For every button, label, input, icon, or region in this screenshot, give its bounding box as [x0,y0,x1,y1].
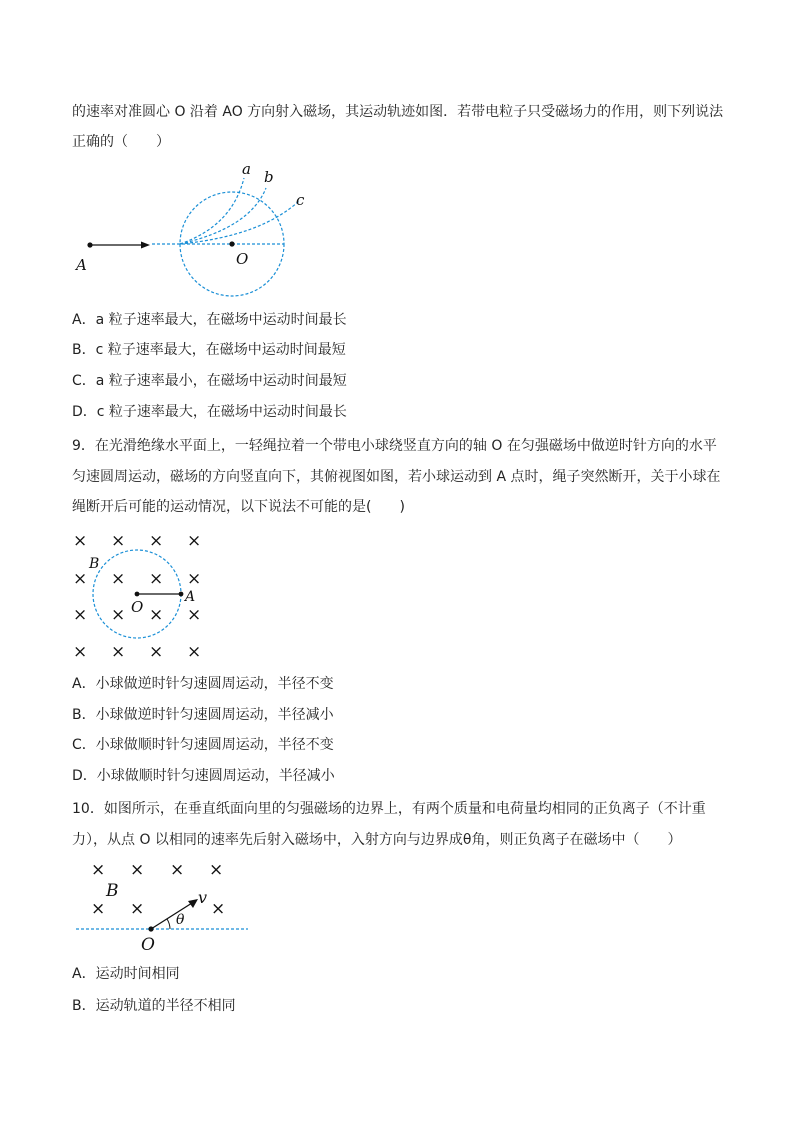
q9-cross: × [149,642,164,662]
q10-cross: × [130,899,145,919]
q9-stem-line-3: 绳断开后可能的运动情况，以下说法不可能的是( ) [72,499,405,515]
q9-cross: × [73,531,88,551]
q9-label-O: O [131,598,144,616]
q10-stem-line-1: 10．如图所示，在垂直纸面向里的匀强磁场的边界上，有两个质量和电荷量均相同的正负离子（不计重 [72,801,706,817]
q9-stem-line-2: 匀速圆周运动，磁场的方向竖直向下，其俯视图如图，若小球运动到 A 点时，绳子突然断开，关于小球在 [72,469,721,485]
q8-label-c: c [296,191,305,209]
q10-label-theta: θ [176,912,185,928]
q10-cross: × [209,860,224,880]
q9-cross: × [187,605,202,625]
q8-option-c: C．a 粒子速率最小，在磁场中运动时间最短 [72,373,347,389]
q8-label-A: A [76,256,87,274]
q9-cross: × [187,642,202,662]
q10-cross: × [170,860,185,880]
q10-cross: × [130,860,145,880]
q8-label-a: a [242,160,251,178]
q9-cross: × [149,531,164,551]
q10-label-v: v [198,888,208,907]
q10-cross: × [91,860,106,880]
q9-cross: × [111,531,126,551]
q8-label-O: O [236,250,249,268]
q8-option-b: B．c 粒子速率最大，在磁场中运动时间最短 [72,342,346,358]
q8-option-d: D．c 粒子速率最大，在磁场中运动时间最长 [72,404,347,420]
q10-velocity-arrow [151,903,192,929]
q9-option-b: B．小球做逆时针匀速圆周运动，半径减小 [72,707,334,723]
q9-cross: × [149,605,164,625]
q10-theta-arc [167,919,170,929]
q9-option-c: C．小球做顺时针匀速圆周运动，半径不变 [72,737,334,753]
q9-option-d: D．小球做顺时针匀速圆周运动，半径减小 [72,768,335,784]
q10-label-B: B [106,881,119,901]
q10-arrow-head [188,899,198,908]
q9-cross: × [111,569,126,589]
q10-cross: × [91,899,106,919]
q9-cross: × [111,605,126,625]
q9-label-B: B [89,556,100,572]
q9-cross: × [187,569,202,589]
q10-label-O: O [141,935,155,955]
q9-cross: × [73,569,88,589]
q10-option-a: A．运动时间相同 [72,966,180,982]
q8-option-a: A．a 粒子速率最大，在磁场中运动时间最长 [72,312,347,328]
q9-cross: × [73,605,88,625]
q8-label-b: b [264,168,274,186]
q10-option-b: B．运动轨道的半径不相同 [72,998,236,1014]
q9-stem-line-1: 9．在光滑绝缘水平面上，一轻绳拉着一个带电小球绕竖直方向的轴 O 在匀强磁场中做逆时针方向的水平 [72,438,717,454]
q10-stem-line-2: 力），从点 O 以相同的速率先后射入磁场中，入射方向与边界成θ角，则正负离子在磁场中（ ） [72,832,682,848]
q10-point-O [148,926,153,931]
q9-cross: × [149,569,164,589]
q8-stem-line-1: 的速率对准圆心 O 沿着 AO 方向射入磁场，其运动轨迹如图．若带电粒子只受磁场力的作用，则下列说法 [72,104,724,120]
q9-cross: × [73,642,88,662]
q9-label-A: A [185,589,196,605]
q9-option-a: A．小球做逆时针匀速圆周运动，半径不变 [72,676,334,692]
q9-cross: × [111,642,126,662]
q8-stem-line-2: 正确的（ ） [72,134,170,150]
q10-cross: × [211,899,226,919]
q9-cross: × [187,531,202,551]
